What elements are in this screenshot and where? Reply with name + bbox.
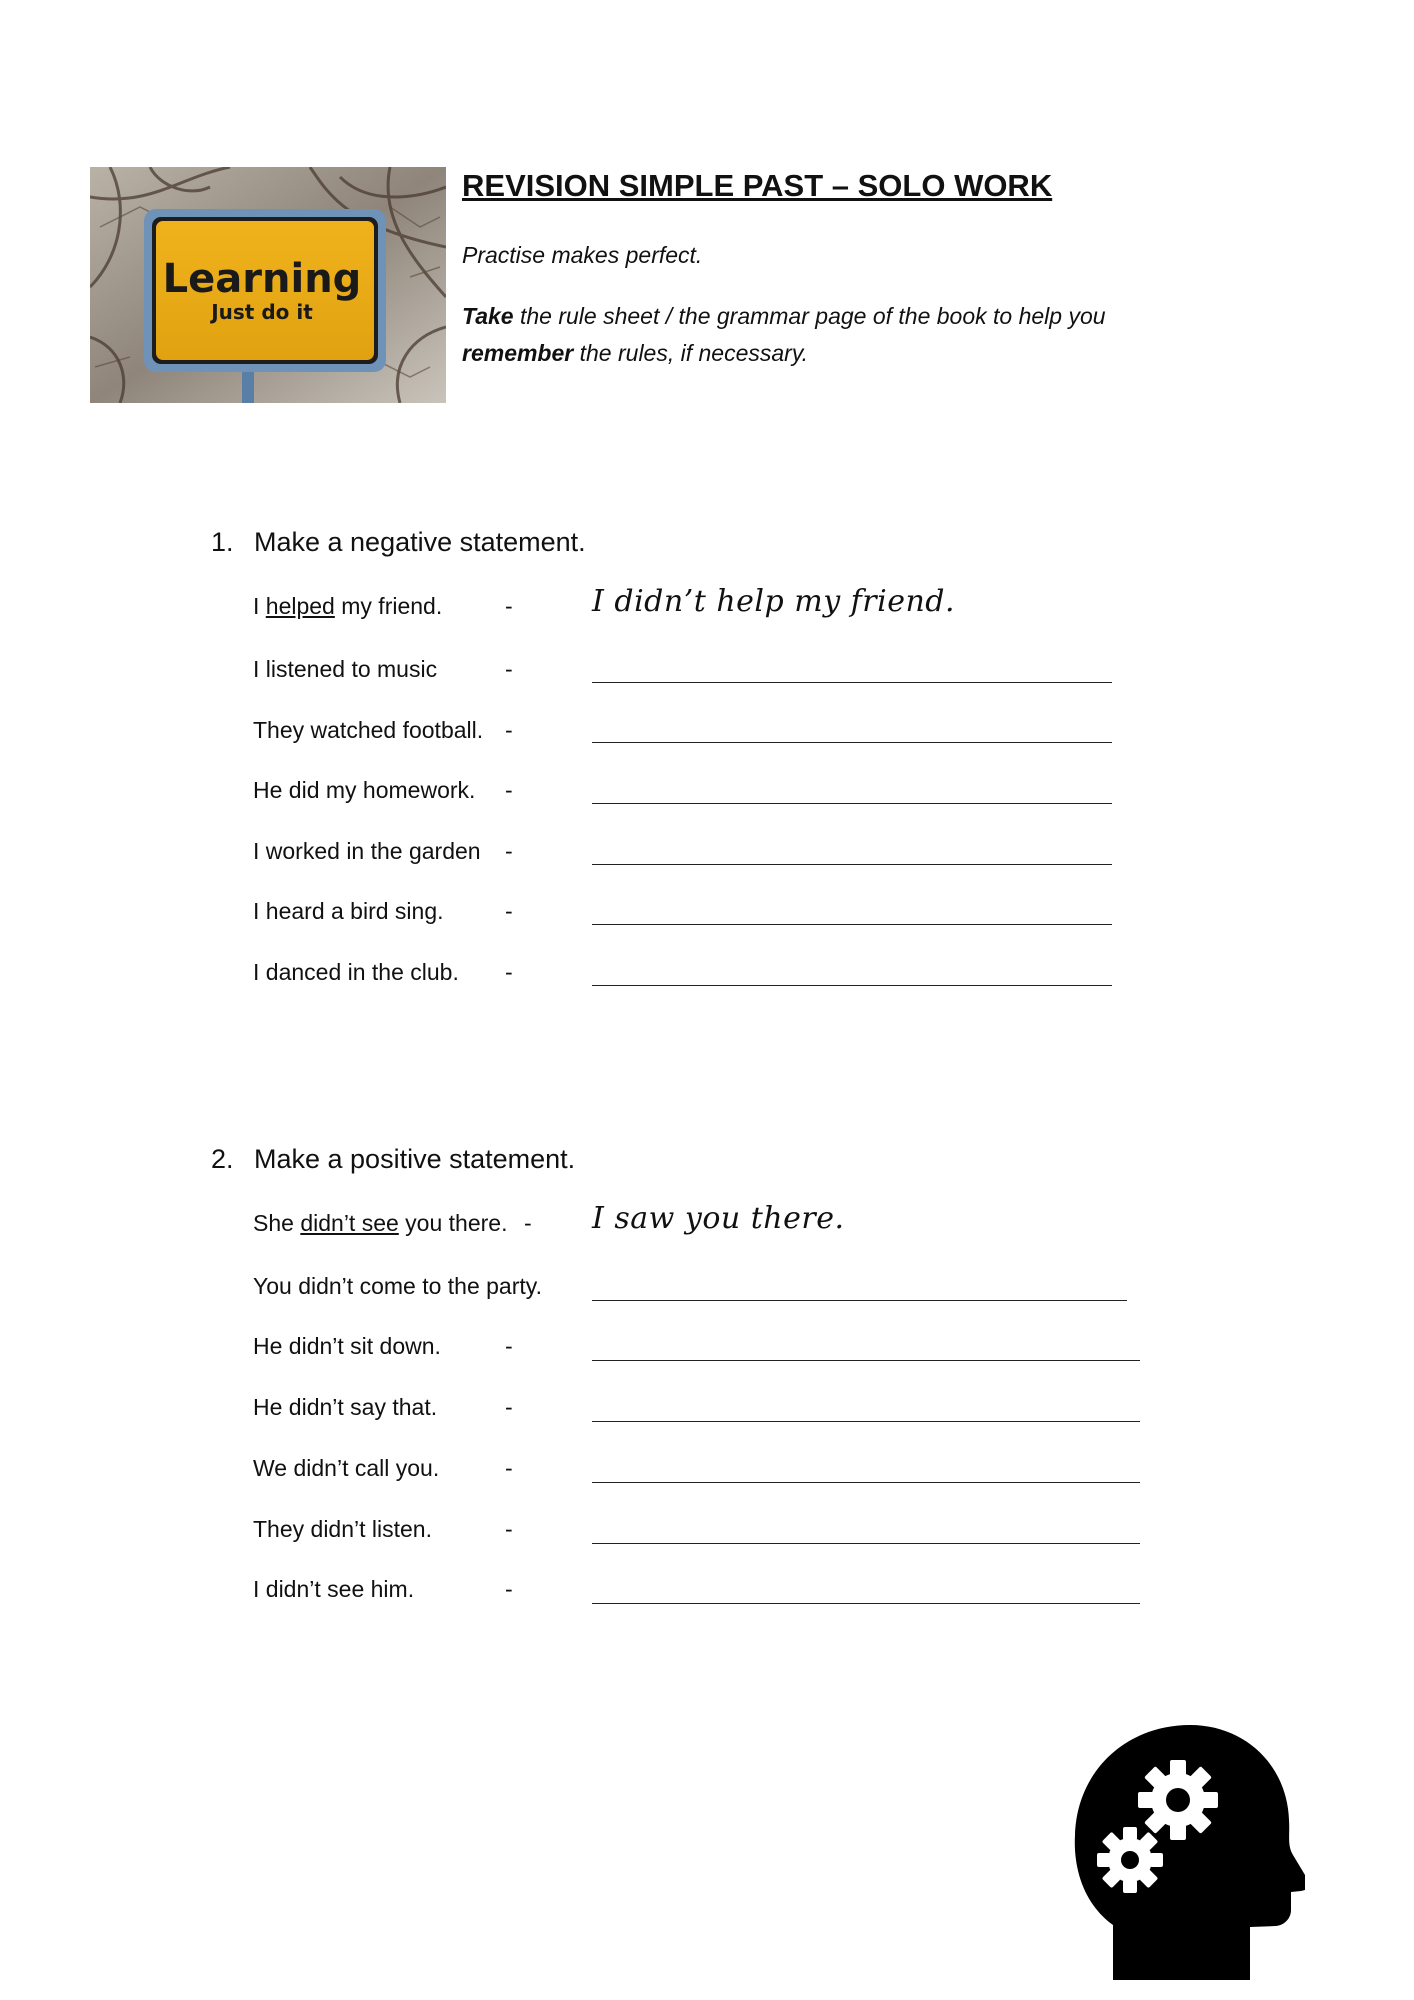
instruction-line-2	[462, 340, 808, 367]
section-2-item-4-dash: -	[505, 1455, 513, 1481]
section-2-item-2-dash: -	[505, 1333, 513, 1359]
tagline: Practise makes perfect.	[462, 242, 703, 268]
section-1-item-1-prompt: I listened to music	[253, 656, 438, 682]
head-gears-icon	[1065, 1720, 1305, 1980]
section-1-item-3-prompt: He did my homework.	[253, 777, 476, 803]
section-1-item-1-answer-line[interactable]	[592, 682, 1112, 683]
instruction-line-1-text: the rule sheet / the grammar page of the book to help you	[513, 303, 1106, 329]
section-2-item-4-prompt: We didn’t call you.	[253, 1455, 440, 1481]
section-1-item-2-answer-line[interactable]	[592, 742, 1112, 743]
section-1-example-dash: -	[505, 593, 513, 619]
worksheet-title: REVISION SIMPLE PAST – SOLO WORK	[462, 168, 1053, 203]
section-1-item-5-dash: -	[505, 898, 513, 924]
instruction-remember: remember	[462, 340, 574, 366]
section-2-example-prompt	[253, 1210, 507, 1237]
section-2-item-5-prompt: They didn’t listen.	[253, 1516, 432, 1542]
section-2-item-2-prompt: He didn’t sit down.	[253, 1333, 441, 1359]
example-prompt-pre: I	[253, 593, 266, 619]
example-prompt-post: you there.	[398, 1210, 508, 1236]
section-1-item-5-answer-line[interactable]	[592, 924, 1112, 925]
section-1-item-5-prompt: I heard a bird sing.	[253, 898, 444, 924]
section-1-example-answer: I didn’t help my friend.	[592, 584, 956, 619]
instruction-take: Take	[462, 303, 514, 329]
section-1-number: 1.	[211, 527, 234, 557]
section-2-item-5-answer-line[interactable]	[592, 1543, 1140, 1544]
section-1-title: Make a negative statement.	[254, 527, 586, 557]
sign-title: Learning	[162, 256, 362, 302]
section-2-number: 2.	[211, 1144, 234, 1174]
section-1-item-4-prompt: I worked in the garden	[253, 838, 481, 864]
learning-sign-photo	[90, 167, 446, 403]
section-1-item-6-prompt: I danced in the club.	[253, 959, 459, 985]
section-1-item-4-dash: -	[505, 838, 513, 864]
section-2-example-dash: -	[524, 1210, 532, 1236]
section-2-item-5-dash: -	[505, 1516, 513, 1542]
section-2-example-answer: I saw you there.	[592, 1201, 845, 1236]
example-prompt-pre: She	[253, 1210, 301, 1236]
example-verb-underlined: didn’t see	[300, 1210, 399, 1236]
section-1-item-1-dash: -	[505, 656, 513, 682]
section-1-item-6-answer-line[interactable]	[592, 985, 1112, 986]
example-prompt-post: my friend.	[334, 593, 443, 619]
section-1-item-4-answer-line[interactable]	[592, 864, 1112, 865]
section-1-item-6-dash: -	[505, 959, 513, 985]
section-2-title: Make a positive statement.	[254, 1144, 576, 1174]
section-1-item-3-dash: -	[505, 777, 513, 803]
section-2-item-3-dash: -	[505, 1394, 513, 1420]
section-2-item-3-answer-line[interactable]	[592, 1421, 1140, 1422]
section-2-item-6-prompt: I didn’t see him.	[253, 1576, 415, 1602]
section-1-item-2-dash: -	[505, 717, 513, 743]
section-1-example-prompt	[253, 593, 442, 620]
section-1-item-2-prompt: They watched football.	[253, 717, 484, 743]
section-1-item-3-answer-line[interactable]	[592, 803, 1112, 804]
section-2-item-4-answer-line[interactable]	[592, 1482, 1140, 1483]
section-2-item-1-answer-line[interactable]	[592, 1300, 1127, 1301]
example-verb-underlined: helped	[265, 593, 335, 619]
section-2-item-2-answer-line[interactable]	[592, 1360, 1140, 1361]
section-2-item-6-dash: -	[505, 1576, 513, 1602]
instruction-line-2-text: the rules, if necessary.	[573, 340, 809, 366]
section-2-item-1-prompt: You didn’t come to the party.	[253, 1273, 542, 1299]
sign-subtitle: Just do it	[211, 300, 313, 324]
instruction-line-1	[462, 303, 1106, 330]
section-2-item-6-answer-line[interactable]	[592, 1603, 1140, 1604]
section-2-item-3-prompt: He didn’t say that.	[253, 1394, 438, 1420]
